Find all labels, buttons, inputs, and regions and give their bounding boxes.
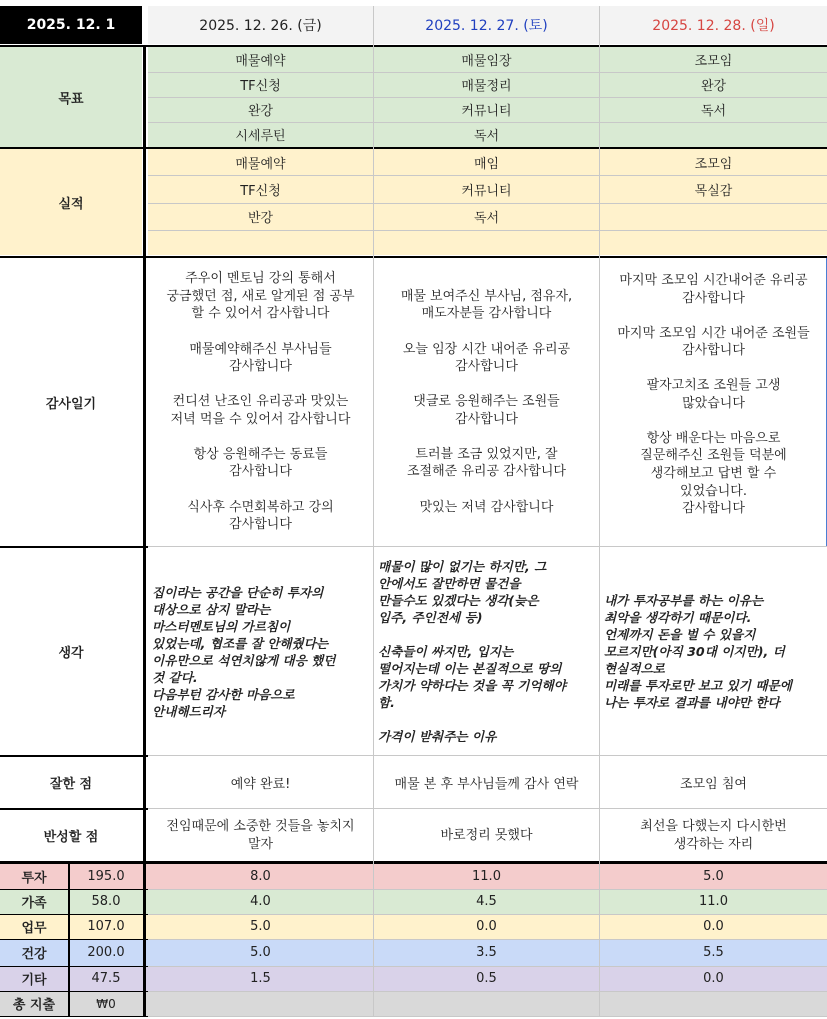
expense-value: 3.5 bbox=[476, 945, 497, 960]
expense-value: 8.0 bbox=[250, 869, 271, 884]
goal-cell: 매물정리 bbox=[461, 79, 512, 94]
result-cell: 커뮤니티 bbox=[461, 183, 512, 199]
expense-label-health: 건강 bbox=[21, 947, 47, 962]
expense-value: 5.5 bbox=[703, 945, 724, 960]
goal-cell: 매물임장 bbox=[461, 54, 512, 69]
gratitude-label: 감사일기 bbox=[45, 396, 97, 412]
reflect-cell: 전임때문에 소중한 것들을 놓치지 말자 bbox=[166, 818, 355, 852]
divider bbox=[0, 256, 827, 258]
total-expense-label: 총 지출 bbox=[12, 998, 56, 1013]
day-header-sun: 2025. 12. 28. (일) bbox=[600, 6, 827, 44]
divider bbox=[148, 939, 827, 940]
thought-entry: 매물이 많이 없기는 하지만, 그 안에서도 잘만하면 물건을 만들수도 있겠다는 생각(늦은 입주, 주인전세 등) 신축들이 싸지만, 입지는 떨어지는데 이는 본질적으로 땅의 가치가 약하다는 것을 꼭 기억해야 함. 가격이 받춰주는 이유 bbox=[378, 559, 566, 744]
expense-label-family: 가족 bbox=[21, 896, 47, 911]
divider bbox=[0, 808, 148, 810]
week-label: 2025. 12. 1 bbox=[0, 6, 142, 44]
did-well-cell: 조모임 침여 bbox=[680, 777, 747, 792]
goal-cell: 독서 bbox=[700, 104, 727, 119]
result-cell bbox=[600, 203, 827, 230]
expense-value: 5.0 bbox=[250, 919, 271, 934]
reflect-cell: 바로정리 못했다 bbox=[440, 827, 533, 843]
expense-value: 0.0 bbox=[703, 919, 724, 934]
divider bbox=[148, 230, 827, 231]
divider bbox=[373, 6, 374, 1017]
divider bbox=[143, 45, 146, 1017]
goal-cell: 조모임 bbox=[694, 54, 733, 69]
goal-cell: 독서 bbox=[473, 129, 500, 144]
divider bbox=[148, 755, 827, 756]
divider bbox=[0, 546, 148, 548]
expense-total-other: 47.5 bbox=[91, 971, 121, 986]
result-cell: TF신청 bbox=[240, 183, 281, 199]
divider bbox=[148, 122, 827, 123]
expense-total-family: 58.0 bbox=[91, 894, 121, 909]
divider bbox=[0, 889, 148, 890]
divider bbox=[148, 966, 827, 967]
divider bbox=[0, 966, 148, 967]
expense-value: 11.0 bbox=[472, 869, 501, 884]
divider bbox=[148, 991, 827, 992]
thoughts-label: 생각 bbox=[58, 646, 84, 661]
goal-cell: 시세루틴 bbox=[235, 129, 286, 144]
goal-cell: 완강 bbox=[247, 104, 274, 119]
goal-cell: 완강 bbox=[700, 79, 727, 94]
goal-cell bbox=[600, 122, 827, 147]
result-cell: 목실감 bbox=[694, 183, 733, 199]
expense-total-invest: 195.0 bbox=[87, 869, 125, 884]
expense-label-invest: 투자 bbox=[21, 871, 47, 886]
divider bbox=[148, 72, 827, 73]
result-cell: 매물예약 bbox=[235, 156, 286, 172]
result-cell: 조모임 bbox=[694, 156, 733, 172]
thought-entry: 내가 투자공부를 하는 이유는 최악을 생각하기 때문이다. 언제까지 돈을 벌 수 있을지 모르지만(아직 30대 이지만), 더 현실적으로 미래를 투자로만 보고 있기 때문에 나는 투자로 결과를 내야만 한다 bbox=[604, 593, 792, 710]
reflect-label: 반성할 점 bbox=[43, 830, 99, 845]
gratitude-entry: 주우이 멘토님 강의 통해서 궁금했던 점, 새로 알게된 점 공부 할 수 있어서 감사합니다 매물예약해주신 부사님들 감사합니다 컨디션 난조인 유리공과 맛있는 저녁 먹을 수 있어서 감사합니다 항상 응원해주는 동료들 감사합니다 식사후 수면회복하고 강의 감사합니다 bbox=[166, 271, 355, 533]
result-cell: 독서 bbox=[473, 211, 500, 226]
divider bbox=[68, 864, 70, 1017]
total-expense-value: ₩0 bbox=[96, 996, 116, 1011]
divider bbox=[0, 991, 148, 992]
expense-total-health: 200.0 bbox=[87, 945, 125, 960]
divider bbox=[148, 546, 827, 547]
divider bbox=[0, 147, 827, 149]
expense-value: 4.0 bbox=[250, 894, 271, 909]
result-cell: 반강 bbox=[247, 211, 274, 226]
expense-value: 11.0 bbox=[699, 894, 728, 909]
expense-value: 0.0 bbox=[476, 919, 497, 934]
divider bbox=[0, 914, 148, 915]
expense-value: 1.5 bbox=[250, 971, 271, 986]
did-well-label: 잘한 점 bbox=[49, 777, 93, 792]
divider bbox=[148, 914, 827, 915]
day-header-fri: 2025. 12. 26. (금) bbox=[148, 6, 373, 44]
result-cell: 매임 bbox=[473, 156, 500, 172]
divider bbox=[148, 808, 827, 809]
divider bbox=[0, 939, 148, 940]
results-label: 실적 bbox=[0, 149, 142, 255]
goal-cell: 커뮤니티 bbox=[461, 104, 512, 119]
divider bbox=[148, 889, 827, 890]
expense-total-work: 107.0 bbox=[87, 919, 125, 934]
divider bbox=[148, 1016, 827, 1017]
thought-entry: 집이라는 공간을 단순히 투자의 대상으로 삼지 말라는 마스터멘토님의 가르침이 있었는데, 협조를 잘 안해줬다는 이유만으로 석연치않게 대응 했던 것 같다. 다음부턴 감사한 마음으로 안내해드리자 bbox=[152, 584, 336, 719]
goals-label: 목표 bbox=[0, 47, 142, 147]
expense-value: 5.0 bbox=[250, 945, 271, 960]
divider bbox=[148, 203, 827, 204]
expense-value: 0.5 bbox=[476, 971, 497, 986]
divider bbox=[0, 1016, 148, 1017]
expense-label-work: 업무 bbox=[21, 921, 47, 936]
divider bbox=[0, 861, 827, 864]
gratitude-entry: 마지막 조모임 시간내어준 유리공 감사합니다 마지막 조모임 시간 내어준 조원들 감사합니다 팔자고치조 조원들 고생 많았습니다 항상 배운다는 마음으로 질문해주신 조원들 덕분에 생각해보고 답변 할 수 있었습니다. 감사합니다 bbox=[617, 273, 810, 517]
divider bbox=[599, 6, 600, 1017]
expense-label-other: 기타 bbox=[21, 973, 47, 988]
expense-value: 0.0 bbox=[703, 971, 724, 986]
did-well-cell: 예약 완료! bbox=[230, 777, 291, 792]
divider bbox=[148, 175, 827, 176]
goal-cell: 매물예약 bbox=[235, 54, 286, 69]
day-header-sat: 2025. 12. 27. (토) bbox=[374, 6, 599, 44]
goal-cell: TF신청 bbox=[240, 79, 281, 94]
divider bbox=[0, 755, 148, 757]
divider bbox=[0, 45, 827, 47]
did-well-cell: 매물 본 후 부사님들께 감사 연락 bbox=[394, 777, 579, 792]
gratitude-entry: 매물 보여주신 부사님, 점유자, 매도자분들 감사합니다 오늘 임장 시간 내어준 유리공 감사합니다 댓글로 응원해주는 조원들 감사합니다 트러블 조금 있었지만, 잘 조절해준 유리공 감사합니다 맛있는 저녁 감사합니다 bbox=[400, 288, 573, 515]
reflect-cell: 최선을 다했는지 다시한번 생각하는 자리 bbox=[640, 818, 787, 852]
expense-value: 4.5 bbox=[476, 894, 497, 909]
divider bbox=[148, 97, 827, 98]
expense-value: 5.0 bbox=[703, 869, 724, 884]
